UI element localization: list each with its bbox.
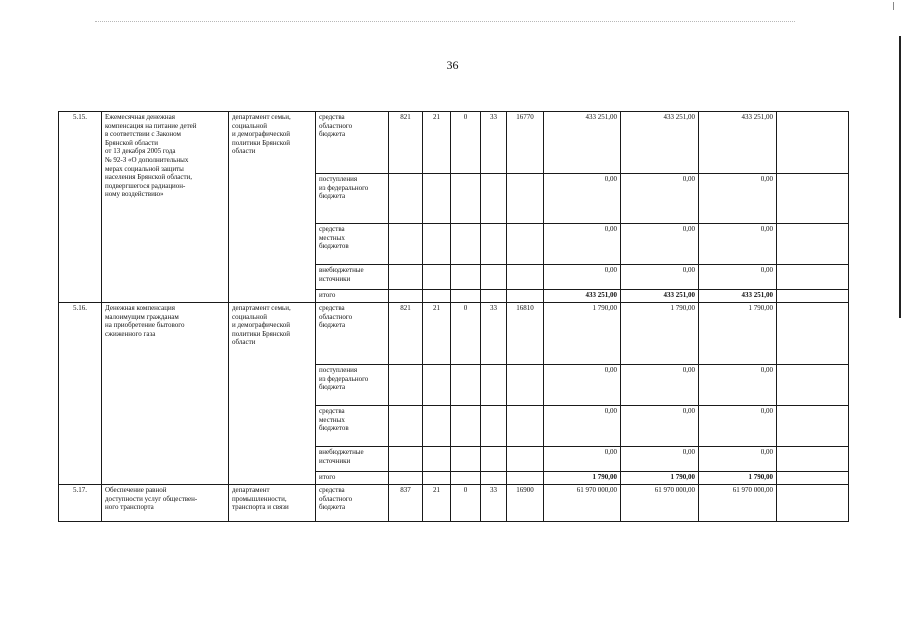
code-cell-grbs: 821 bbox=[389, 303, 423, 365]
code-cell-direction bbox=[507, 224, 544, 265]
code-cell-section: 21 bbox=[423, 112, 451, 174]
code-cell-direction: 16900 bbox=[507, 485, 544, 522]
code-cell-direction: 16770 bbox=[507, 112, 544, 174]
code-cell-direction bbox=[507, 265, 544, 290]
scan-artifact-line bbox=[95, 21, 795, 22]
code-cell-section bbox=[423, 174, 451, 224]
code-cell-program bbox=[481, 290, 507, 303]
code-cell-subsection bbox=[451, 174, 481, 224]
code-cell-program bbox=[481, 265, 507, 290]
amount-year-3-cell: 1 790,00 bbox=[699, 472, 777, 485]
budget-table bbox=[58, 111, 849, 522]
funding-source-cell: поступления из федерального бюджета bbox=[316, 174, 389, 224]
amount-year-1-cell: 433 251,00 bbox=[544, 112, 621, 174]
code-cell-subsection bbox=[451, 224, 481, 265]
measure-name-cell: Обеспечение равной доступности услуг обществен- ного транспорта bbox=[102, 485, 229, 522]
funding-source-cell: средства областного бюджета bbox=[316, 112, 389, 174]
amount-year-2-cell: 0,00 bbox=[621, 365, 699, 406]
code-cell-direction bbox=[507, 174, 544, 224]
result-cell bbox=[777, 406, 849, 447]
code-cell-direction bbox=[507, 472, 544, 485]
code-cell-section bbox=[423, 365, 451, 406]
code-cell-grbs: 821 bbox=[389, 112, 423, 174]
code-cell-program bbox=[481, 365, 507, 406]
code-cell-section bbox=[423, 447, 451, 472]
executor-cell: департамент промышленности, транспорта и связи bbox=[229, 485, 316, 522]
funding-source-cell: итого bbox=[316, 290, 389, 303]
amount-year-1-cell: 433 251,00 bbox=[544, 290, 621, 303]
code-cell-section bbox=[423, 224, 451, 265]
code-cell-grbs bbox=[389, 290, 423, 303]
amount-year-3-cell: 0,00 bbox=[699, 365, 777, 406]
funding-source-cell: средства местных бюджетов bbox=[316, 224, 389, 265]
amount-year-2-cell: 433 251,00 bbox=[621, 290, 699, 303]
amount-year-1-cell: 0,00 bbox=[544, 365, 621, 406]
code-cell-subsection bbox=[451, 365, 481, 406]
amount-year-3-cell: 433 251,00 bbox=[699, 112, 777, 174]
code-cell-direction bbox=[507, 365, 544, 406]
result-cell bbox=[777, 112, 849, 174]
code-cell-grbs bbox=[389, 406, 423, 447]
code-cell-subsection: 0 bbox=[451, 112, 481, 174]
code-cell-program: 33 bbox=[481, 303, 507, 365]
code-cell-section bbox=[423, 406, 451, 447]
code-cell-grbs bbox=[389, 472, 423, 485]
result-cell bbox=[777, 447, 849, 472]
row-number-cell: 5.15. bbox=[59, 112, 102, 303]
amount-year-1-cell: 0,00 bbox=[544, 174, 621, 224]
code-cell-grbs: 837 bbox=[389, 485, 423, 522]
amount-year-2-cell: 61 970 000,00 bbox=[621, 485, 699, 522]
code-cell-program bbox=[481, 447, 507, 472]
funding-source-cell: средства местных бюджетов bbox=[316, 406, 389, 447]
amount-year-1-cell: 0,00 bbox=[544, 406, 621, 447]
measure-name-cell: Ежемесячная денежная компенсация на питание детей в соответствии с Законом Брянской области от 13 декабря 2005 года № 92-З «О дополнительных мерах социальной защиты населения Брянской области, подвергшегося радиацион- ному воздействию» bbox=[102, 112, 229, 303]
code-cell-subsection bbox=[451, 265, 481, 290]
amount-year-3-cell: 0,00 bbox=[699, 174, 777, 224]
code-cell-subsection bbox=[451, 290, 481, 303]
amount-year-1-cell: 1 790,00 bbox=[544, 472, 621, 485]
amount-year-1-cell: 1 790,00 bbox=[544, 303, 621, 365]
funding-source-cell: поступления из федерального бюджета bbox=[316, 365, 389, 406]
code-cell-grbs bbox=[389, 447, 423, 472]
funding-source-cell: средства областного бюджета bbox=[316, 303, 389, 365]
result-cell bbox=[777, 485, 849, 522]
result-cell bbox=[777, 174, 849, 224]
code-cell-grbs bbox=[389, 224, 423, 265]
code-cell-section bbox=[423, 472, 451, 485]
code-cell-program: 33 bbox=[481, 112, 507, 174]
amount-year-1-cell: 0,00 bbox=[544, 265, 621, 290]
funding-source-cell: внебюджетные источники bbox=[316, 447, 389, 472]
code-cell-section: 21 bbox=[423, 303, 451, 365]
code-cell-program: 33 bbox=[481, 485, 507, 522]
code-cell-direction bbox=[507, 290, 544, 303]
code-cell-subsection bbox=[451, 406, 481, 447]
row-number-cell: 5.17. bbox=[59, 485, 102, 522]
code-cell-program bbox=[481, 406, 507, 447]
result-cell bbox=[777, 365, 849, 406]
amount-year-2-cell: 0,00 bbox=[621, 406, 699, 447]
result-cell bbox=[777, 224, 849, 265]
code-cell-subsection bbox=[451, 447, 481, 472]
executor-cell: департамент семьи, социальной и демографической политики Брянской области bbox=[229, 112, 316, 303]
code-cell-subsection bbox=[451, 472, 481, 485]
code-cell-direction bbox=[507, 406, 544, 447]
code-cell-subsection: 0 bbox=[451, 485, 481, 522]
amount-year-2-cell: 1 790,00 bbox=[621, 472, 699, 485]
result-cell bbox=[777, 472, 849, 485]
result-cell bbox=[777, 265, 849, 290]
amount-year-2-cell: 0,00 bbox=[621, 265, 699, 290]
table-row bbox=[59, 112, 849, 174]
scan-edge-mark bbox=[899, 36, 901, 318]
code-cell-program bbox=[481, 472, 507, 485]
amount-year-3-cell: 1 790,00 bbox=[699, 303, 777, 365]
funding-source-cell: средства областного бюджета bbox=[316, 485, 389, 522]
funding-source-cell: итого bbox=[316, 472, 389, 485]
code-cell-direction bbox=[507, 447, 544, 472]
amount-year-2-cell: 0,00 bbox=[621, 174, 699, 224]
page-number: 36 bbox=[446, 58, 459, 72]
code-cell-section: 21 bbox=[423, 485, 451, 522]
amount-year-2-cell: 1 790,00 bbox=[621, 303, 699, 365]
measure-name-cell: Денежная компенсация малоимущим гражданам на приобретение бытового сжиженного газа bbox=[102, 303, 229, 485]
amount-year-1-cell: 0,00 bbox=[544, 447, 621, 472]
code-cell-subsection: 0 bbox=[451, 303, 481, 365]
code-cell-program bbox=[481, 224, 507, 265]
row-number-cell: 5.16. bbox=[59, 303, 102, 485]
amount-year-2-cell: 433 251,00 bbox=[621, 112, 699, 174]
executor-cell: департамент семьи, социальной и демографической политики Брянской области bbox=[229, 303, 316, 485]
amount-year-2-cell: 0,00 bbox=[621, 224, 699, 265]
amount-year-3-cell: 0,00 bbox=[699, 406, 777, 447]
code-cell-section bbox=[423, 290, 451, 303]
table-row bbox=[59, 303, 849, 365]
amount-year-3-cell: 61 970 000,00 bbox=[699, 485, 777, 522]
amount-year-1-cell: 61 970 000,00 bbox=[544, 485, 621, 522]
result-cell bbox=[777, 303, 849, 365]
amount-year-3-cell: 433 251,00 bbox=[699, 290, 777, 303]
code-cell-grbs bbox=[389, 174, 423, 224]
code-cell-grbs bbox=[389, 365, 423, 406]
code-cell-program bbox=[481, 174, 507, 224]
code-cell-section bbox=[423, 265, 451, 290]
table-row bbox=[59, 485, 849, 522]
scan-edge-tick bbox=[893, 2, 894, 10]
amount-year-3-cell: 0,00 bbox=[699, 224, 777, 265]
amount-year-3-cell: 0,00 bbox=[699, 447, 777, 472]
amount-year-3-cell: 0,00 bbox=[699, 265, 777, 290]
funding-source-cell: внебюджетные источники bbox=[316, 265, 389, 290]
amount-year-1-cell: 0,00 bbox=[544, 224, 621, 265]
result-cell bbox=[777, 290, 849, 303]
amount-year-2-cell: 0,00 bbox=[621, 447, 699, 472]
code-cell-direction: 16810 bbox=[507, 303, 544, 365]
code-cell-grbs bbox=[389, 265, 423, 290]
